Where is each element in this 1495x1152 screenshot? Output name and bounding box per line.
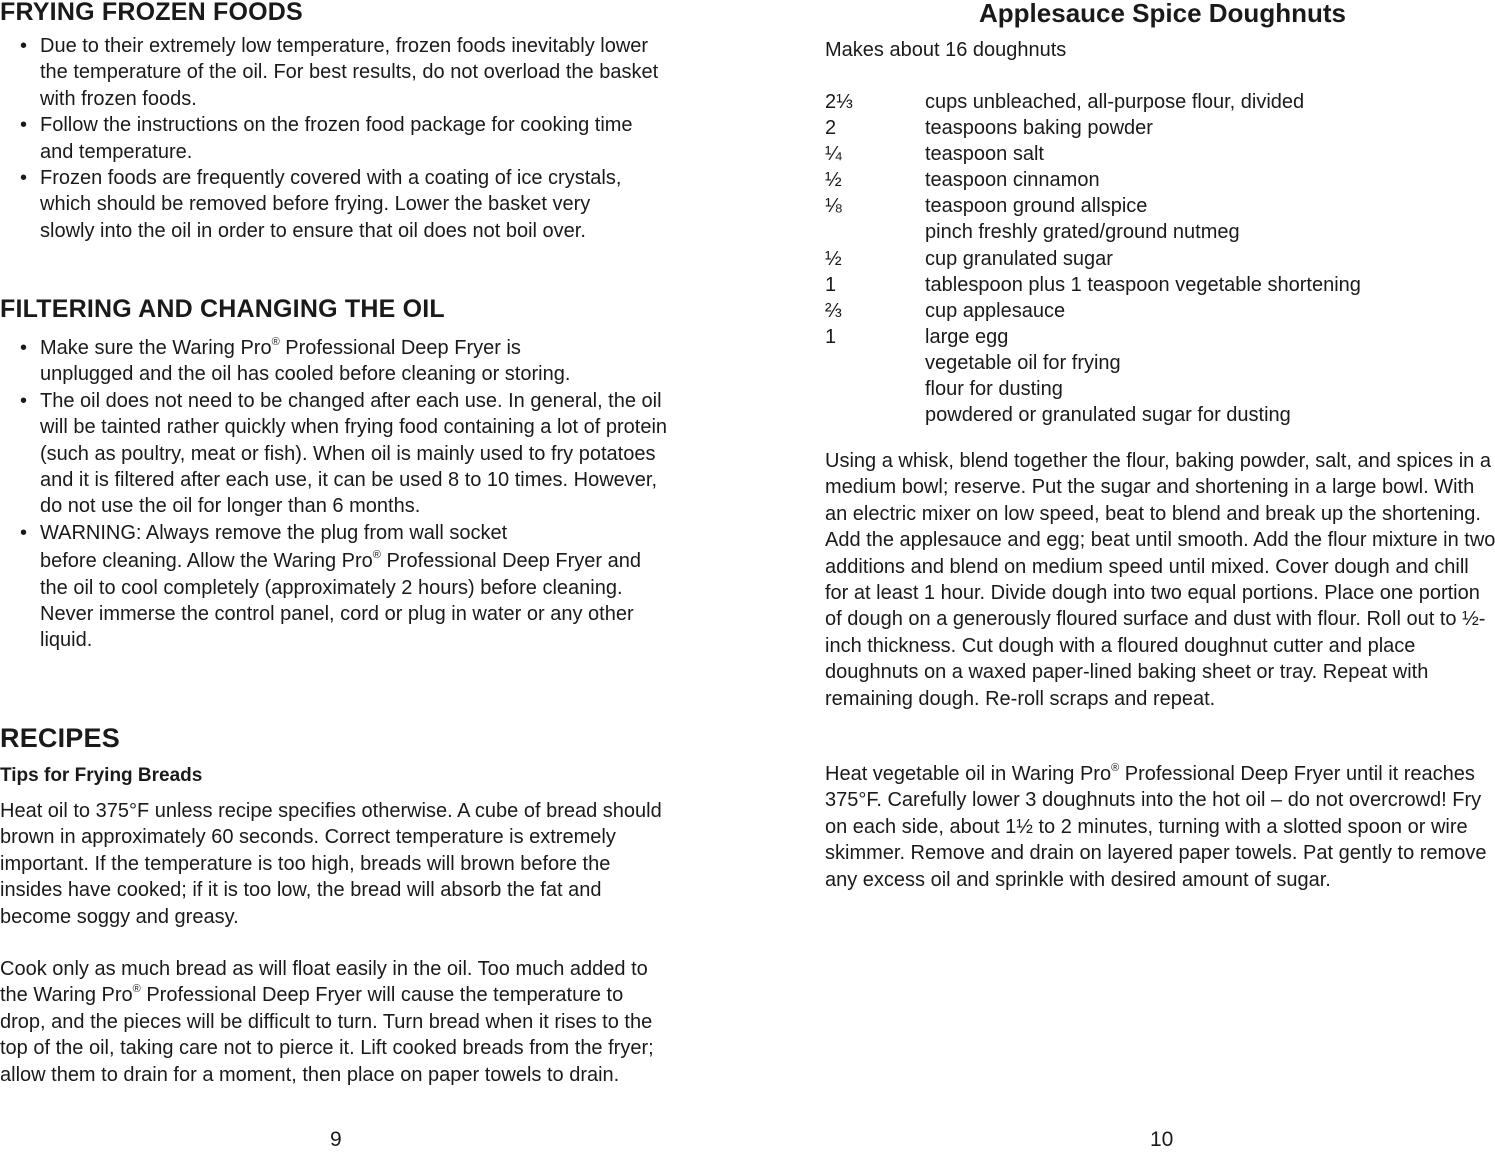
ingredient-row <box>825 141 1495 167</box>
ingredient-quantity: ⅔ <box>825 299 842 322</box>
ingredient-quantity: 2 <box>825 117 837 140</box>
ingredient-text: teaspoons baking powder <box>925 117 1153 140</box>
ingredient-row <box>825 115 1495 141</box>
page-number: 10 <box>1150 1128 1174 1151</box>
ingredient-list <box>825 89 1495 428</box>
filtering-heading: FILTERING AND CHANGING THE OIL <box>0 295 445 323</box>
ingredient-row <box>825 219 1495 245</box>
list-item: • Follow the instructions on the frozen food package for cooking time and temperature. <box>20 114 633 163</box>
method-paragraph-1: Using a whisk, blend together the flour, baking powder, salt, and spices in a medium bowl; reserve. Put the sugar and shortening in a large bowl. With an electric mixer on low speed, beat to blend and break up the shortening. Add the applesauce and egg; beat until smooth. Add the flour mixture in two additions and blend on medium speed until mixed. Cover dough and chill for at least 1 hour. Divide dough into two equal portions. Place one portion of dough on a generously floured surface and dust with flour. Roll out to ½-inch thickness. Cut dough with a floured doughnut cutter and place doughnuts on a waxed paper-lined baking sheet or tray. Repeat with remaining dough. Re-roll scraps and repeat. <box>825 450 1495 710</box>
ingredient-text: vegetable oil for frying <box>925 351 1121 374</box>
recipe-yield: Makes about 16 doughnuts <box>825 39 1067 61</box>
recipe-title: Applesauce Spice Doughnuts <box>979 0 1346 28</box>
ingredient-row <box>825 193 1495 219</box>
ingredient-quantity: 1 <box>825 325 837 348</box>
filtering-list <box>0 335 672 654</box>
ingredient-text: powdered or granulated sugar for dusting <box>925 404 1291 427</box>
ingredient-quantity <box>825 219 925 245</box>
frying-frozen-heading: FRYING FROZEN FOODS <box>0 0 303 26</box>
ingredient-row <box>825 246 1495 272</box>
ingredient-text: pinch freshly grated/ground nutmeg <box>925 221 1240 244</box>
ingredient-text: large egg <box>925 325 1009 348</box>
ingredient-quantity: ¼ <box>825 143 842 166</box>
ingredient-quantity: 1 <box>825 273 837 296</box>
list-item: • Make sure the Waring Pro® Professional Deep Fryer is unplugged and the oil has cooled before cleaning or storing. <box>20 336 571 386</box>
ingredient-quantity: ½ <box>825 247 842 270</box>
ingredient-text: flour for dusting <box>925 378 1063 401</box>
list-item: • Due to their extremely low temperature, frozen foods inevitably lower the temperature of the oil. For best results, do not overload the basket with frozen foods. <box>20 35 659 110</box>
ingredient-row <box>825 402 1495 428</box>
ingredient-text: tablespoon plus 1 teaspoon vegetable shortening <box>925 273 1361 296</box>
ingredient-row <box>825 89 1495 115</box>
ingredient-row <box>825 272 1495 298</box>
ingredient-quantity <box>825 402 925 428</box>
tips-paragraph-2: Cook only as much bread as will float easily in the oil. Too much added to the Waring Pro® Professional Deep Fryer will cause the temperature to drop, and the pieces will be difficult to turn. Turn bread when it rises to the top of the oil, taking care not to pierce it. Lift cooked breads from the fryer; allow them to drain for a moment, then place on paper towels to drain. <box>0 958 654 1086</box>
ingredient-quantity: ½ <box>825 169 842 192</box>
method-paragraph-2: Heat vegetable oil in Waring Pro® Professional Deep Fryer until it reaches 375°F. Carefully lower 3 doughnuts into the hot oil – do not overcrowd! Fry on each side, about 1½ to 2 minutes, turning with a slotted spoon or wire skimmer. Remove and drain on layered paper towels. Pat gently to remove any excess oil and sprinkle with desired amount of sugar. <box>825 762 1487 891</box>
ingredient-text: cup applesauce <box>925 299 1066 322</box>
page-number: 9 <box>330 1128 342 1151</box>
ingredient-quantity <box>825 350 925 376</box>
recipes-heading: RECIPES <box>0 723 120 753</box>
list-item: • WARNING: Always remove the plug from wall socket before cleaning. Allow the Waring Pro® Professional Deep Fryer and the oil to cool completely (approximately 2 hours) before cleaning. Never immerse the control panel, cord or plug in water or any other liquid. <box>20 521 642 652</box>
ingredient-quantity <box>825 376 925 402</box>
frying-frozen-list <box>0 33 680 244</box>
ingredient-text: cup granulated sugar <box>925 247 1113 270</box>
ingredient-row <box>825 350 1495 376</box>
ingredient-text: teaspoon cinnamon <box>925 169 1100 192</box>
ingredient-text: teaspoon salt <box>925 143 1044 166</box>
ingredient-row <box>825 298 1495 324</box>
ingredient-row <box>825 167 1495 193</box>
tips-paragraph-1: Heat oil to 375°F unless recipe specifies otherwise. A cube of bread should brown in approximately 60 seconds. Correct temperature is extremely important. If the temperature is too high, breads will brown before the insides have cooked; if it is too low, the bread will absorb the fat and become soggy and greasy. <box>0 800 662 928</box>
ingredient-quantity: ⅛ <box>825 195 842 218</box>
ingredient-row <box>825 324 1495 350</box>
ingredient-row <box>825 376 1495 402</box>
list-item: • The oil does not need to be changed after each use. In general, the oil will be tainted rather quickly when frying food containing a lot of protein (such as poultry, meat or fish). When oil is mainly used to fry potatoes and it is filtered after each use, it can be used 8 to 10 times. However, do not use the oil for longer than 6 months. <box>20 389 668 518</box>
ingredient-text: teaspoon ground allspice <box>925 195 1148 218</box>
list-item: • Frozen foods are frequently covered with a coating of ice crystals, which should be removed before frying. Lower the basket very slowly into the oil in order to ensure that oil does not boil over. <box>20 167 622 242</box>
tips-subheading: Tips for Frying Breads <box>0 765 203 786</box>
ingredient-text: cups unbleached, all-purpose flour, divided <box>925 91 1305 113</box>
ingredient-quantity: 2⅓ <box>825 91 853 113</box>
